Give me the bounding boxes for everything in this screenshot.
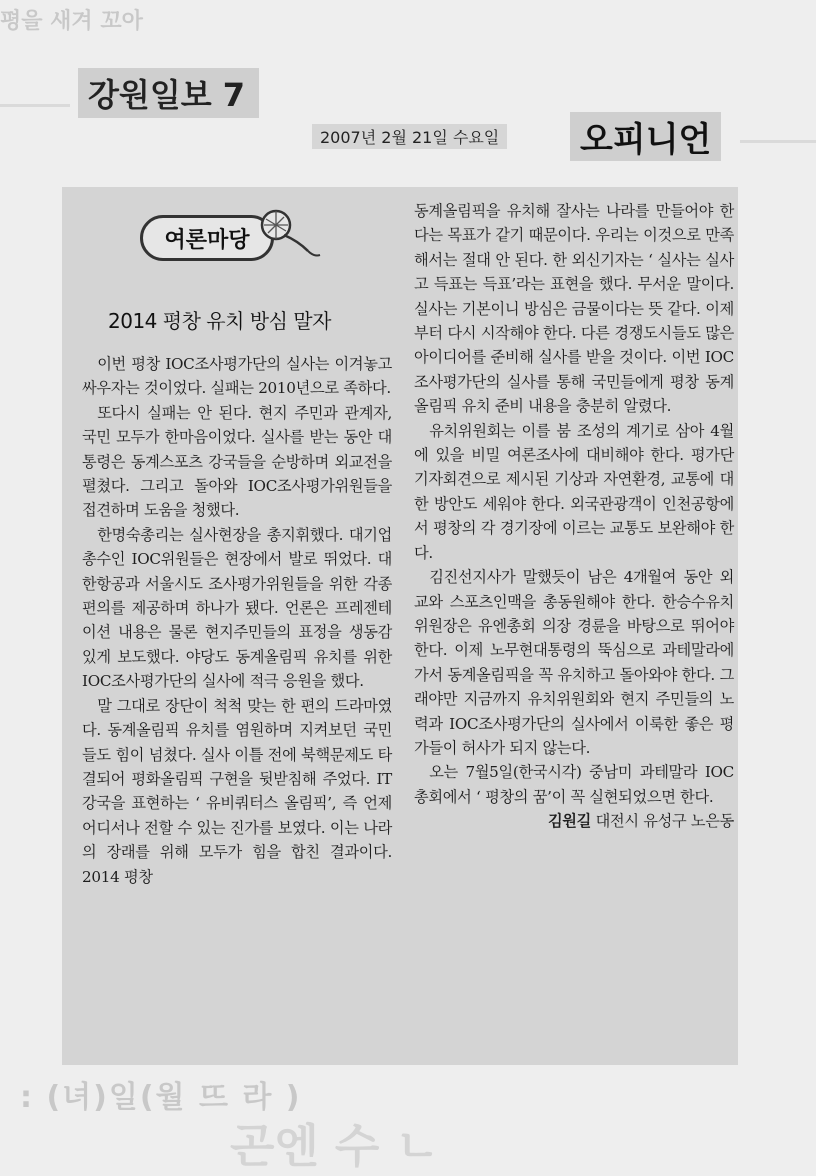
byline-address: 대전시 유성구 노은동 <box>591 812 734 831</box>
column-badge-label: 여론마당 <box>140 215 274 261</box>
article-body-left <box>82 352 392 889</box>
bleed-through-line <box>740 140 816 143</box>
article-body-right <box>414 199 734 834</box>
article-paragraph: 말 그대로 장단이 척척 맞는 한 편의 드라마였다. 동계올림픽 유치를 염원하며 지켜보던 국민들도 힘이 넘쳤다. 실사 이틀 전에 북핵문제도 타결되어 평화올림픽 구현을 뒷받침해 주었다. IT강국을 표현하는 ‘ 유비쿼터스 올림픽’, 즉 언제 어디서나 전할 수 있는 진가를 보였다. 이는 나라의 장래를 위해 모두가 힘을 합친 결과이다. 2014 평창 <box>82 696 392 886</box>
bleed-through-text-bottom2: 곤엔 수 ㄴ <box>230 1119 440 1173</box>
article-headline: 2014 평창 유치 방심 말자 <box>108 309 331 333</box>
article-paragraph: 유치위원회는 이를 붐 조성의 계기로 삼아 4월에 있을 비밀 여론조사에 대비해야 한다. 평가단 기자회견으로 제시된 기상과 자연환경, 교통에 대한 방안도 세워야 한다. 외국관광객이 인천공항에서 평창의 각 경기장에 이르는 교통도 보완해야 한다. <box>414 421 734 562</box>
bleed-through-line <box>0 104 70 107</box>
article-paragraph: 이번 평창 IOC조사평가단의 실사는 이겨놓고 싸우자는 것이었다. 실패는 2010년으로 족하다. <box>82 355 392 398</box>
article-paragraph: 또다시 실패는 안 된다. 현지 주민과 관계자, 국민 모두가 한마음이었다. 실사를 받는 동안 대통령은 동계스포츠 강국들을 순방하며 외교전을 펼쳤다. 그리고 돌아와 IOC조사평가위원들을 접견하며 도움을 청했다. <box>82 403 392 520</box>
newspaper-name-page: 강원일보 7 <box>78 68 259 118</box>
article-paragraph: 한명숙총리는 실사현장을 총지휘했다. 대기업 총수인 IOC위원들은 현장에서 발로 뛰었다. 대한항공과 서울시도 조사평가위원들을 위한 각종 편의를 제공하며 하나가 됐다. 언론은 프레젠테이션 내용은 물론 현지주민들의 표정을 생동감 있게 보도했다. 야당도 동계올림픽 유치를 위한 IOC조사평가단의 실사에 적극 응원을 했다. <box>82 525 392 691</box>
bleed-through-text-top: 평을 새겨 꼬아 <box>0 9 143 34</box>
bleed-through-text-bottom: : (녀)일(월 뜨 라 ) <box>20 1080 302 1115</box>
article-paragraph: 오는 7월5일(한국시각) 중남미 과테말라 IOC총회에서 ‘ 평창의 꿈’이 꼭 실현되었으면 한다. <box>414 763 734 806</box>
microphone-icon <box>258 205 328 269</box>
article-paragraph: 김진선지사가 말했듯이 남은 4개월여 동안 외교와 스포츠인맥을 총동원해야 한다. 한승수유치위원장은 유엔총회 의장 경륜을 바탕으로 뛰어야 한다. 이제 노무현대통령의 뚝심으로 과테말라에 가서 동계올림픽을 꼭 유치하고 돌아와야 한다. 그래야만 지금까지 유치위원회와 현지 주민들의 노력과 IOC조사평가단의 실사에서 이룩한 좋은 평가들이 허사가 되지 않는다. <box>414 568 734 757</box>
column-badge <box>140 213 320 261</box>
byline <box>414 809 734 833</box>
publication-date: 2007년 2월 21일 수요일 <box>312 124 507 149</box>
byline-name: 김원길 <box>547 812 592 831</box>
article-paragraph: 동계올림픽을 유치해 잘사는 나라를 만들어야 한다는 목표가 같기 때문이다. 우리는 이것으로 만족해서는 절대 안 된다. 한 외신기자는 ‘ 실사는 실사고 득표는 득표’라는 표현을 했다. 무서운 말이다. 실사는 기본이니 방심은 금물이다는 뜻 같다. 이제부터 다시 시작해야 한다. 다른 경쟁도시들도 많은 아이디어를 준비해 실사를 받을 것이다. 이번 IOC조사평가단의 실사를 통해 국민들에게 평창 동계올림픽 유치 준비 내용을 충분히 알렸다. <box>414 202 734 416</box>
article-box <box>62 187 738 1065</box>
section-title: 오피니언 <box>570 112 721 161</box>
